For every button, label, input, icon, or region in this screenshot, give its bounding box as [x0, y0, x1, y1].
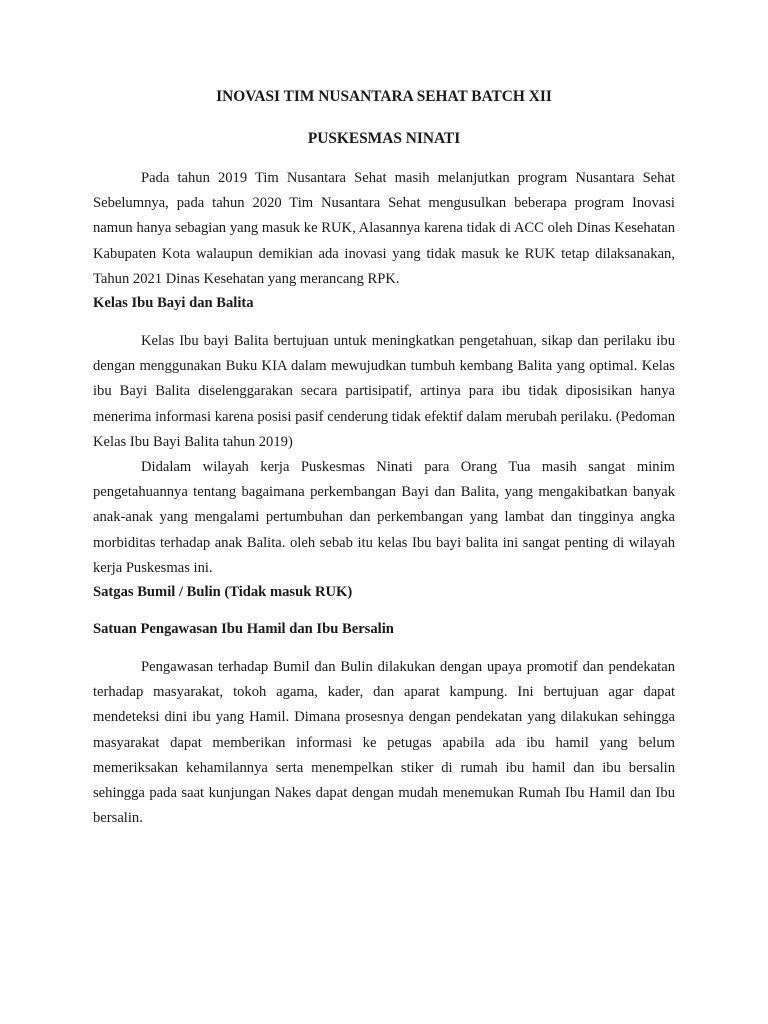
- section-paragraph: Kelas Ibu bayi Balita bertujuan untuk meningkatkan pengetahuan, sikap dan perilaku ibu dengan menggunakan Buku KIA dalam mewujudkan tumbuh kembang Balita yang optimal. Kelas ibu Bayi Balita diselenggarakan secara partisipatif, artinya para ibu tidak diposisikan hanya menerima informasi karena posisi pasif cenderung tidak efektif dalam merubah perilaku. (Pedoman Kelas Ibu Bayi Balita tahun 2019): [93, 333, 675, 450]
- section-subheading-satuan-pengawasan: Satuan Pengawasan Ibu Hamil dan Ibu Bersalin: [93, 621, 394, 638]
- intro-paragraph: Pada tahun 2019 Tim Nusantara Sehat masih melanjutkan program Nusantara Sehat Sebelumnya, pada tahun 2020 Tim Nusantara Sehat mengusulkan beberapa program Inovasi namun hanya sebagian yang masuk ke RUK, Alasannya karena tidak di ACC oleh Dinas Kesehatan Kabupaten Kota walaupun demikian ada inovasi yang tidak masuk ke RUK tetap dilaksanakan, Tahun 2021 Dinas Kesehatan yang merancang RPK.: [93, 170, 675, 287]
- section-paragraph: Didalam wilayah kerja Puskesmas Ninati para Orang Tua masih sangat minim pengetahuannya tentang bagaimana perkembangan Bayi dan Balita, yang mengakibatkan banyak anak-anak yang mengalami pertumbuhan dan perkembangan yang lambat dan tingginya angka morbiditas terhadap anak Balita. oleh sebab itu kelas Ibu bayi balita ini sangat penting di wilayah kerja Puskesmas ini.: [93, 459, 675, 576]
- document-content: [93, 86, 675, 831]
- document-subtitle: PUSKESMAS NINATI: [307, 130, 461, 147]
- section-heading-kelas-ibu: Kelas Ibu Bayi dan Balita: [93, 295, 254, 312]
- section-heading-satgas: Satgas Bumil / Bulin (Tidak masuk RUK): [93, 584, 353, 601]
- document-title: INOVASI TIM NUSANTARA SEHAT BATCH XII: [216, 88, 552, 105]
- section-paragraph: Pengawasan terhadap Bumil dan Bulin dilakukan dengan upaya promotif dan pendekatan terhadap masyarakat, tokoh agama, kader, dan aparat kampung. Ini bertujuan agar dapat mendeteksi dini ibu yang Hamil. Dimana prosesnya dengan pendekatan yang dilakukan sehingga masyarakat dapat memberikan informasi ke petugas apabila ada ibu hamil yang belum memeriksakan kehamilannya serta menempelkan stiker di rumah ibu hamil dan ibu bersalin sehingga pada saat kunjungan Nakes dapat dengan mudah menemukan Rumah Ibu Hamil dan Ibu bersalin.: [93, 659, 675, 827]
